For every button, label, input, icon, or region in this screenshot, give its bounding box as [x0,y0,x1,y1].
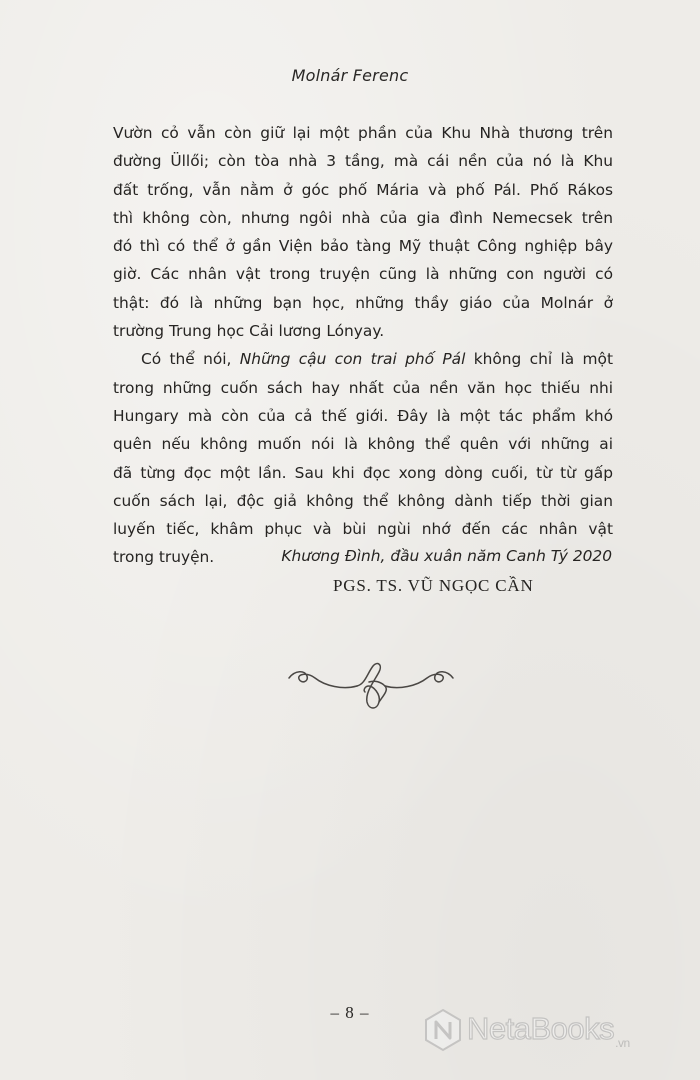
running-head: Molnár Ferenc [291,66,409,85]
book-title-italic: Những cậu con trai phố Pál [239,350,466,369]
text-run: không chỉ là một [465,350,613,369]
page-number: – 8 – [330,1003,370,1022]
netabooks-logo-icon [423,1008,463,1052]
text-line: Hungary mà còn của cả thế giới. Đây là một tác phẩm khó [113,406,613,425]
watermark [423,1005,630,1055]
flourish-ornament-icon [285,656,457,716]
body-text [113,119,613,572]
text-line: giờ. Các nhân vật trong truyện cũng là những con người có [113,265,613,284]
text-line: Vườn cỏ vẫn còn giữ lại một phần của Khu Nhà thương trên [113,124,613,142]
watermark-suffix: .vn [615,1035,630,1050]
text-run: Có thể nói, [141,350,240,369]
signature-author: PGS. TS. VŨ NGỌC CẦN [333,576,534,595]
text-line: trường Trung học Cải lương Lónyay. [113,322,385,341]
watermark-brand: NetaBooks [467,1010,615,1046]
text-line: cuốn sách lại, độc giả không thể không dành tiếp thời gian [113,491,613,510]
signature-place-date: Khương Đình, đầu xuân năm Canh Tý 2020 [281,547,612,565]
paragraph-2 [113,345,613,571]
text-line: đã từng đọc một lần. Sau khi đọc xong dòng cuối, từ từ gấp [113,463,613,482]
text-line-first [113,345,613,373]
text-line: quên nếu không muốn nói là không thể quên với những ai [113,435,613,454]
text-line: trong những cuốn sách hay nhất của nền văn học thiếu nhi [113,378,613,397]
paragraph-1 [113,119,613,345]
text-line: đó thì có thể ở gần Viện bảo tàng Mỹ thuật Công nghiệp bây [113,237,613,256]
text-line: thì không còn, nhưng ngôi nhà của gia đình Nemecsek trên [113,208,613,227]
text-line: trong truyện. [113,548,215,567]
text-line: thật: đó là những bạn học, những thầy giáo của Molnár ở [113,293,613,312]
text-line: luyến tiếc, khâm phục và bùi ngùi nhớ đến các nhân vật [113,520,613,539]
text-line: đường Üllői; còn tòa nhà 3 tầng, mà cái nền của nó là Khu [113,152,613,171]
text-line: đất trống, vẫn nằm ở góc phố Mária và phố Pál. Phố Rákos [113,180,613,199]
watermark-text [467,1011,630,1050]
